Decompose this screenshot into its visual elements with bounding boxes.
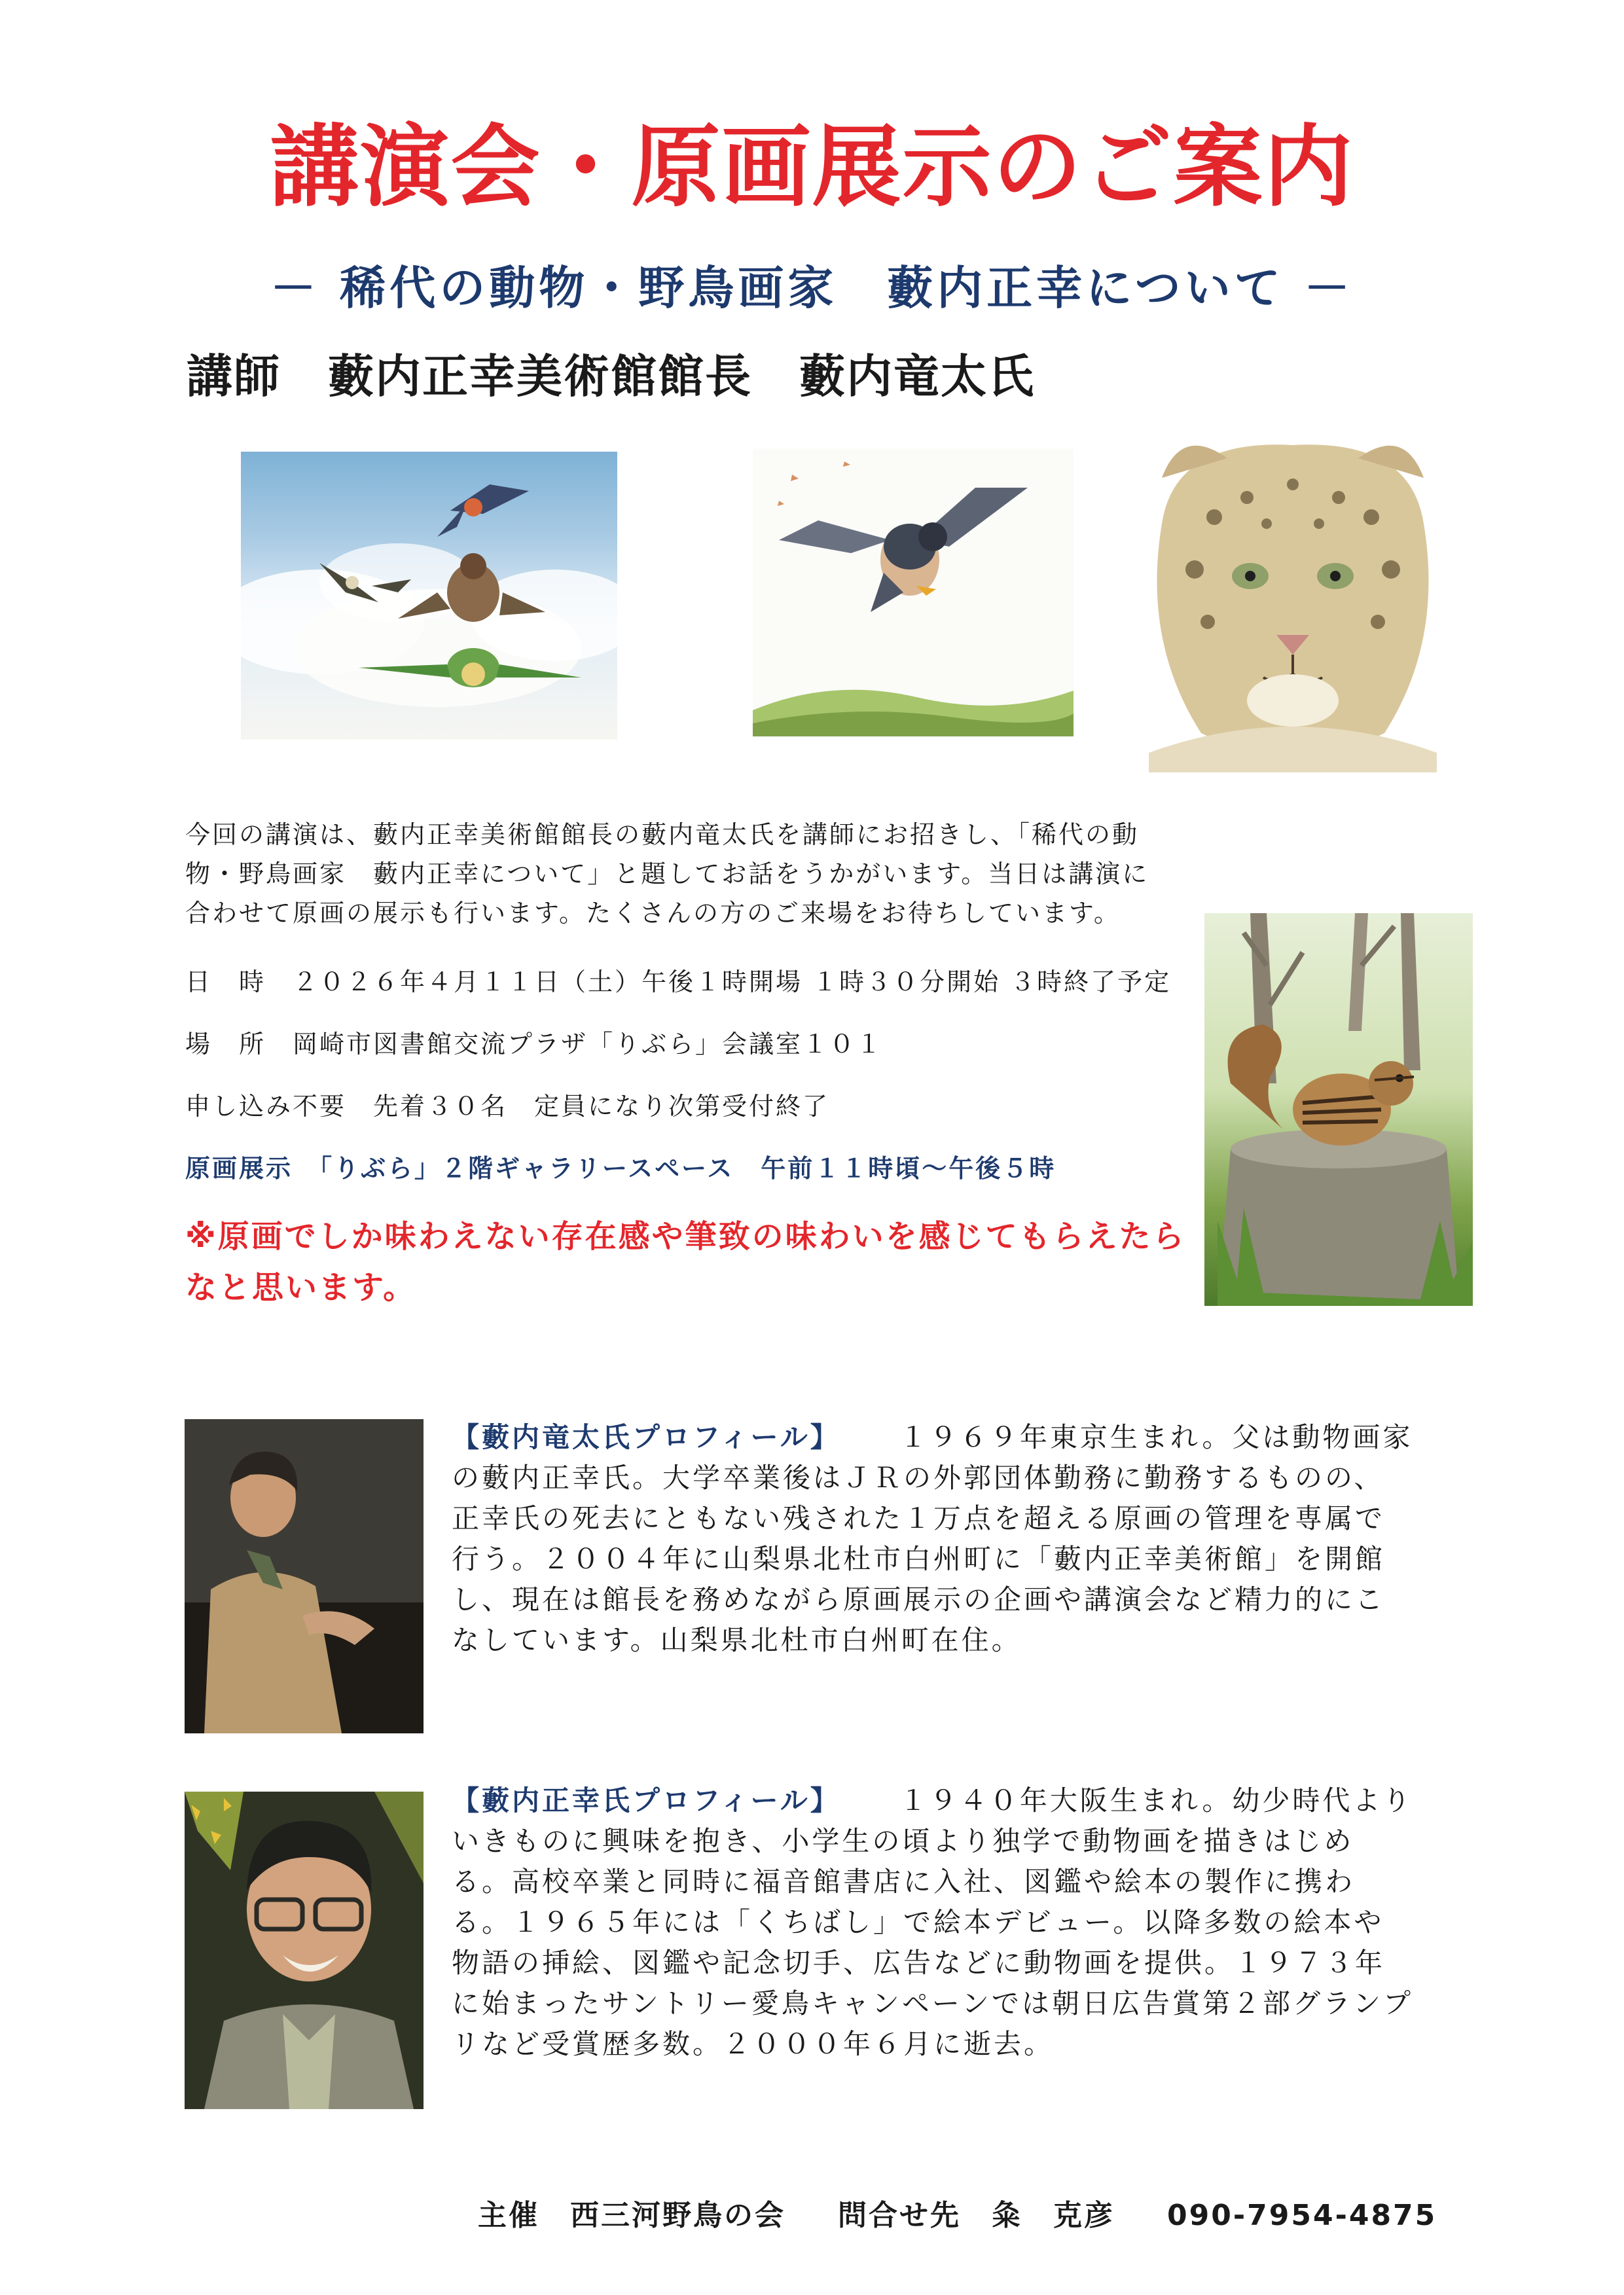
- profile-text-ryuta: １９６９年東京生まれ。父は動物画家の藪内正幸氏。大学卒業後はＪＲの外郭団体勤務に勤務するものの、正幸氏の死去にともない残された１万点を超える原画の管理を専属で行う。２００４年に山梨県北杜市白州町に「藪内正幸美術館」を開館し、現在は館長を務めながら原画展示の企画や講演会など精力的にこなしています。山梨県北杜市白州町在住。: [452, 1421, 1413, 1656]
- note-text: ※原画でしか味わえない存在感や筆致の味わいを感じてもらえたらなと思います。: [185, 1218, 1186, 1306]
- profile-masayuki: [452, 1780, 1414, 2065]
- profile-heading-masayuki: 【藪内正幸氏プロフィール】: [452, 1784, 840, 1816]
- illustration-falcon: [753, 448, 1074, 736]
- exhibition-info: 原画展示 「りぶら」２階ギャラリースペース 午前１１時頃～午後５時: [185, 1154, 1056, 1183]
- profile-heading-ryuta: 【藪内竜太氏プロフィール】: [452, 1421, 840, 1453]
- illustration-chipmunk: [1204, 913, 1473, 1306]
- profile-text-masayuki: １９４０年大阪生まれ。幼少時代よりいきものに興味を抱き、小学生の頃より独学で動物画を描きはじめる。高校卒業と同時に福音館書店に入社、図鑑や絵本の製作に携わる。１９６５年には「くちばし」で絵本デビュー。以降多数の絵本や物語の挿絵、図鑑や記念切手、広告などに動物画を提供。１９７３年に始まったサントリー愛鳥キャンペーンでは朝日広告賞第２部グランプリなど受賞歴多数。２０００年６月に逝去。: [452, 1784, 1414, 2060]
- intro-paragraph: 今回の講演は、藪内正幸美術館館長の藪内竜太氏を講師にお招きし、「稀代の動物・野鳥画家 藪内正幸について」と題してお話をうかがいます。当日は講演に合わせて原画の展示も行います。たくさんの方のご来場をお待ちしています。: [185, 820, 1149, 928]
- illustration-snow-leopard: [1136, 425, 1450, 772]
- photo-yabuuchi-masayuki: [185, 1792, 424, 2109]
- event-date: 日 時 ２０２６年４月１１日（土）午後１時開場 １時３０分開始 ３時終了予定: [185, 967, 1172, 996]
- footer: [478, 2196, 1437, 2235]
- footer-phone: 090-7954-4875: [1167, 2199, 1437, 2232]
- illustration-birds-in-sky: [241, 452, 617, 740]
- profile-ryuta: [452, 1417, 1414, 1661]
- birds-sky-drawing: [241, 452, 617, 740]
- page-title: 講演会・原画展示のご案内: [270, 115, 1354, 219]
- page-subtitle: － 稀代の動物・野鳥画家 藪内正幸について －: [270, 261, 1354, 315]
- footer-contact: 問合せ先 粂 克彦: [838, 2199, 1115, 2232]
- photo-yabuuchi-ryuta: [185, 1419, 424, 1733]
- snow-leopard-drawing: [1136, 425, 1450, 772]
- speaker-line: 講師 藪内正幸美術館館長 藪内竜太氏: [187, 350, 1035, 403]
- footer-host: 主催 西三河野鳥の会: [478, 2199, 785, 2232]
- chipmunk-drawing: [1204, 913, 1473, 1306]
- event-place: 場 所 岡崎市図書館交流プラザ「りぶら」会議室１０１: [185, 1030, 884, 1058]
- falcon-drawing: [753, 448, 1074, 736]
- portrait-masayuki: [185, 1792, 424, 2109]
- portrait-ryuta: [185, 1419, 424, 1733]
- event-application: 申し込み不要 先着３０名 定員になり次第受付終了: [185, 1092, 830, 1121]
